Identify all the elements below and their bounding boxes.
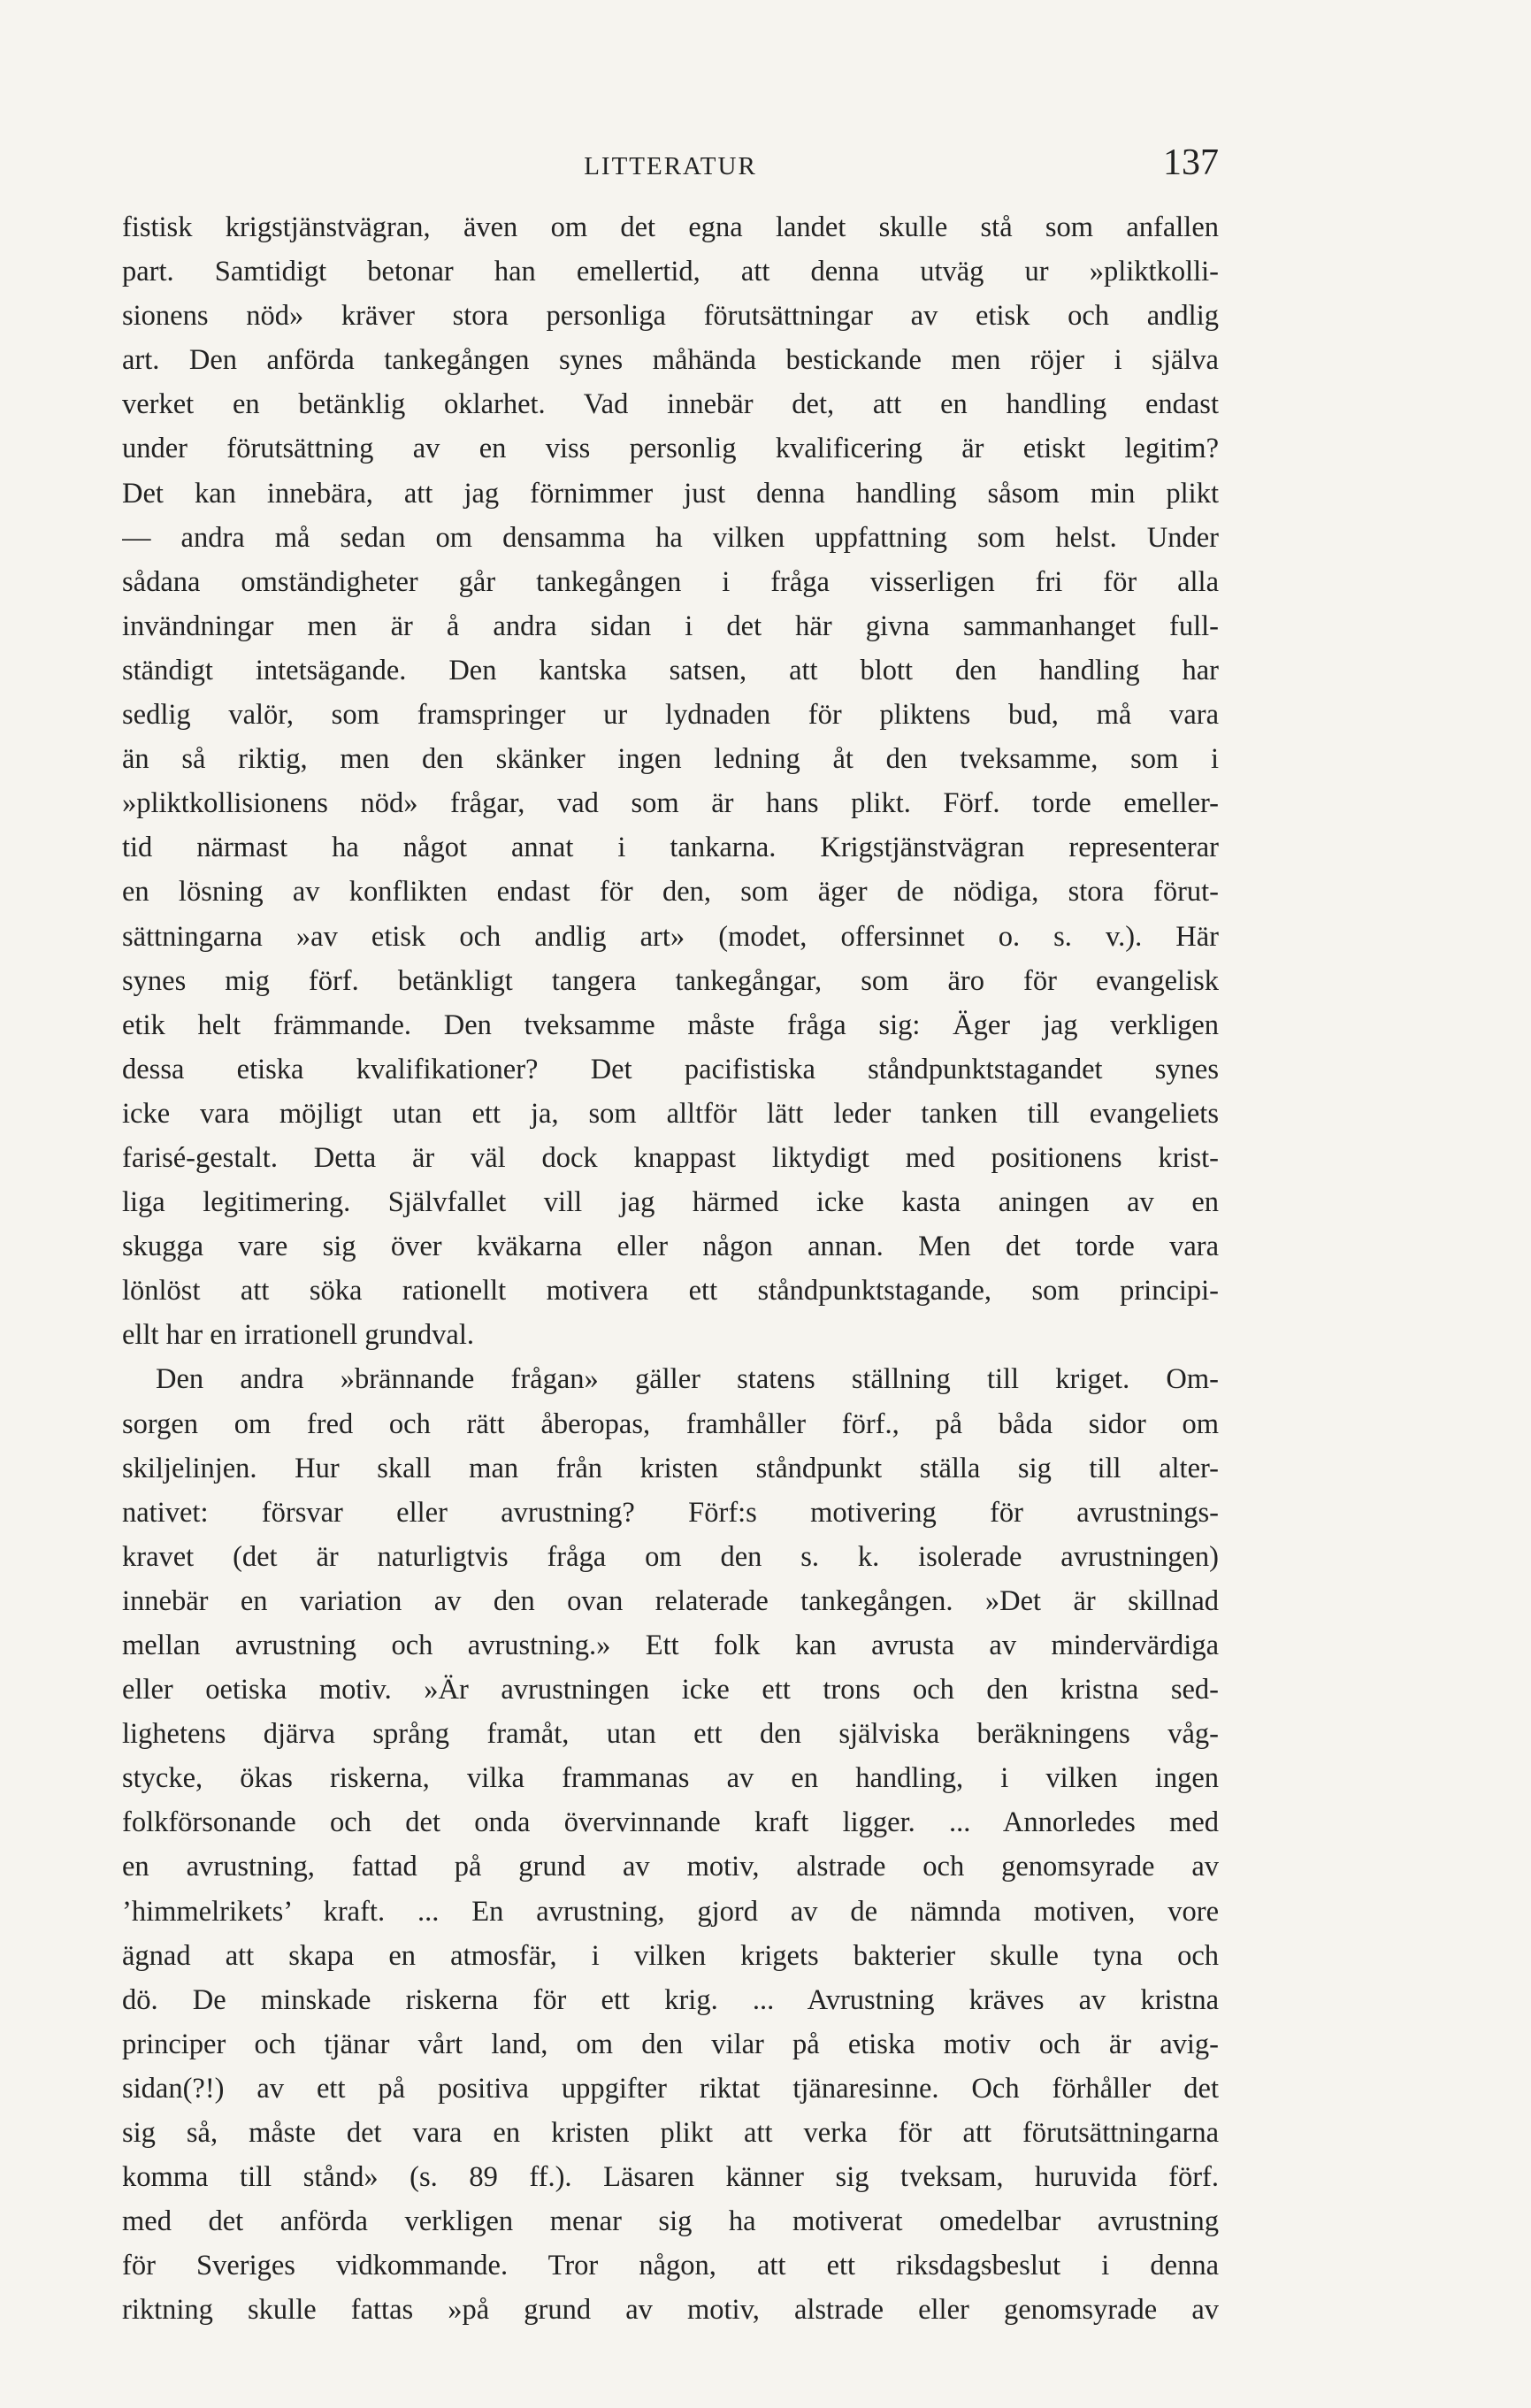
text-line: — andra må sedan om densamma ha vilken uppfattning som helst. Under xyxy=(122,521,1219,554)
text-line: en avrustning, fattad på grund av motiv, alstrade och genomsyrade av xyxy=(122,1851,1219,1883)
text-line: ellt har en irrationell grundval. xyxy=(122,1319,474,1352)
text-line: art. Den anförda tankegången synes måhända bestickande men röjer i själva xyxy=(122,344,1219,377)
text-line: riktning skulle fattas »på grund av motiv, alstrade eller genomsyrade av xyxy=(122,2294,1219,2327)
text-line: skiljelinjen. Hur skall man från kristen ståndpunkt ställa sig till alter- xyxy=(122,1452,1219,1484)
text-line: komma till stånd» (s. 89 ff.). Läsaren känner sig tveksam, huruvida förf. xyxy=(122,2161,1219,2194)
text-line: Det kan innebära, att jag förnimmer just denna handling såsom min plikt xyxy=(122,477,1219,510)
text-line: sionens nöd» kräver stora personliga förutsättningar av etisk och andlig xyxy=(122,300,1219,333)
text-line: sig så, måste det vara en kristen plikt att verka för att förutsättningarna xyxy=(122,2117,1219,2150)
text-line: med det anförda verkligen menar sig ha motiverat omedelbar avrustning xyxy=(122,2205,1219,2238)
text-line: folkförsonande och det onda övervinnande kraft ligger. ... Annorledes med xyxy=(122,1806,1219,1839)
text-line: under förutsättning av en viss personlig kvalificering är etiskt legitim? xyxy=(122,433,1219,465)
text-line: stycke, ökas riskerna, vilka frammanas av en handling, i vilken ingen xyxy=(122,1762,1219,1795)
page-number: 137 xyxy=(1163,142,1219,183)
text-line: synes mig förf. betänkligt tangera tankegångar, som äro för evangelisk xyxy=(122,964,1219,997)
text-line: innebär en variation av den ovan relaterade tankegången. »Det är skillnad xyxy=(122,1584,1219,1617)
text-line: sorgen om fred och rätt åberopas, framhåller förf., på båda sidor om xyxy=(122,1407,1219,1440)
text-line: tid närmast ha något annat i tankarna. Krigstjänstvägran representerar xyxy=(122,832,1219,864)
text-line: dö. De minskade riskerna för ett krig. ... Avrustning kräves av kristna xyxy=(122,1983,1219,2016)
text-line: kravet (det är naturligtvis fråga om den s. k. isolerade avrustningen) xyxy=(122,1540,1219,1573)
text-line: sedlig valör, som framspringer ur lydnaden för pliktens bud, må vara xyxy=(122,699,1219,732)
text-line: än så riktig, men den skänker ingen ledning åt den tveksamme, som i xyxy=(122,743,1219,776)
body-text xyxy=(122,205,1219,2333)
text-line: icke vara möjligt utan ett ja, som alltför lätt leder tanken till evangeliets xyxy=(122,1097,1219,1130)
text-line: lönlöst att söka rationellt motivera ett ståndpunktstagande, som principi- xyxy=(122,1275,1219,1308)
text-line: för Sveriges vidkommande. Tror någon, att ett riksdagsbeslut i denna xyxy=(122,2250,1219,2282)
text-line: en lösning av konflikten endast för den, som äger de nödiga, stora förut- xyxy=(122,876,1219,909)
text-line: skugga vare sig över kväkarna eller någon annan. Men det torde vara xyxy=(122,1231,1219,1263)
text-line: part. Samtidigt betonar han emellertid, att denna utväg ur »pliktkolli- xyxy=(122,256,1219,288)
text-line: fistisk krigstjänstvägran, även om det egna landet skulle stå som anfallen xyxy=(122,211,1219,243)
page-header xyxy=(122,140,1219,193)
text-line: principer och tjänar vårt land, om den vilar på etiska motiv och är avig- xyxy=(122,2028,1219,2060)
text-line: mellan avrustning och avrustning.» Ett folk kan avrusta av mindervärdiga xyxy=(122,1630,1219,1661)
running-title: LITTERATUR xyxy=(584,152,757,180)
text-line: ständigt intetsägande. Den kantska satsen, att blott den handling har xyxy=(122,654,1219,686)
text-line: ’himmelrikets’ kraft. ... En avrustning, gjord av de nämnda motiven, vore xyxy=(122,1895,1219,1928)
text-line: eller oetiska motiv. »Är avrustningen icke ett trons och den kristna sed- xyxy=(122,1674,1219,1706)
text-line: sidan(?!) av ett på positiva uppgifter riktat tjänaresinne. Och förhåller det xyxy=(122,2072,1219,2105)
text-line: farisé-gestalt. Detta är väl dock knappast liktydigt med positionens krist- xyxy=(122,1141,1219,1174)
text-line: liga legitimering. Självfallet vill jag härmed icke kasta aningen av en xyxy=(122,1186,1219,1219)
text-line: invändningar men är å andra sidan i det här givna sammanhanget full- xyxy=(122,610,1219,642)
text-line: Den andra »brännande frågan» gäller statens ställning till kriget. Om- xyxy=(156,1363,1219,1396)
text-line: etik helt främmande. Den tveksamme måste fråga sig: Äger jag verkligen xyxy=(122,1008,1219,1041)
text-line: dessa etiska kvalifikationer? Det pacifistiska ståndpunktstagandet synes xyxy=(122,1053,1219,1085)
text-line: sättningarna »av etisk och andlig art» (modet, offersinnet o. s. v.). Här xyxy=(122,920,1219,953)
text-line: sådana omständigheter går tankegången i fråga visserligen fri för alla xyxy=(122,565,1219,598)
text-line: lighetens djärva språng framåt, utan ett den själviska beräkningens våg- xyxy=(122,1718,1219,1751)
text-line: nativet: försvar eller avrustning? Förf:s motivering för avrustnings- xyxy=(122,1496,1219,1529)
text-line: ägnad att skapa en atmosfär, i vilken krigets bakterier skulle tyna och xyxy=(122,1939,1219,1972)
text-line: verket en betänklig oklarhet. Vad innebär det, att en handling endast xyxy=(122,388,1219,421)
text-line: »pliktkollisionens nöd» frågar, vad som är hans plikt. Förf. torde emeller- xyxy=(122,787,1219,820)
